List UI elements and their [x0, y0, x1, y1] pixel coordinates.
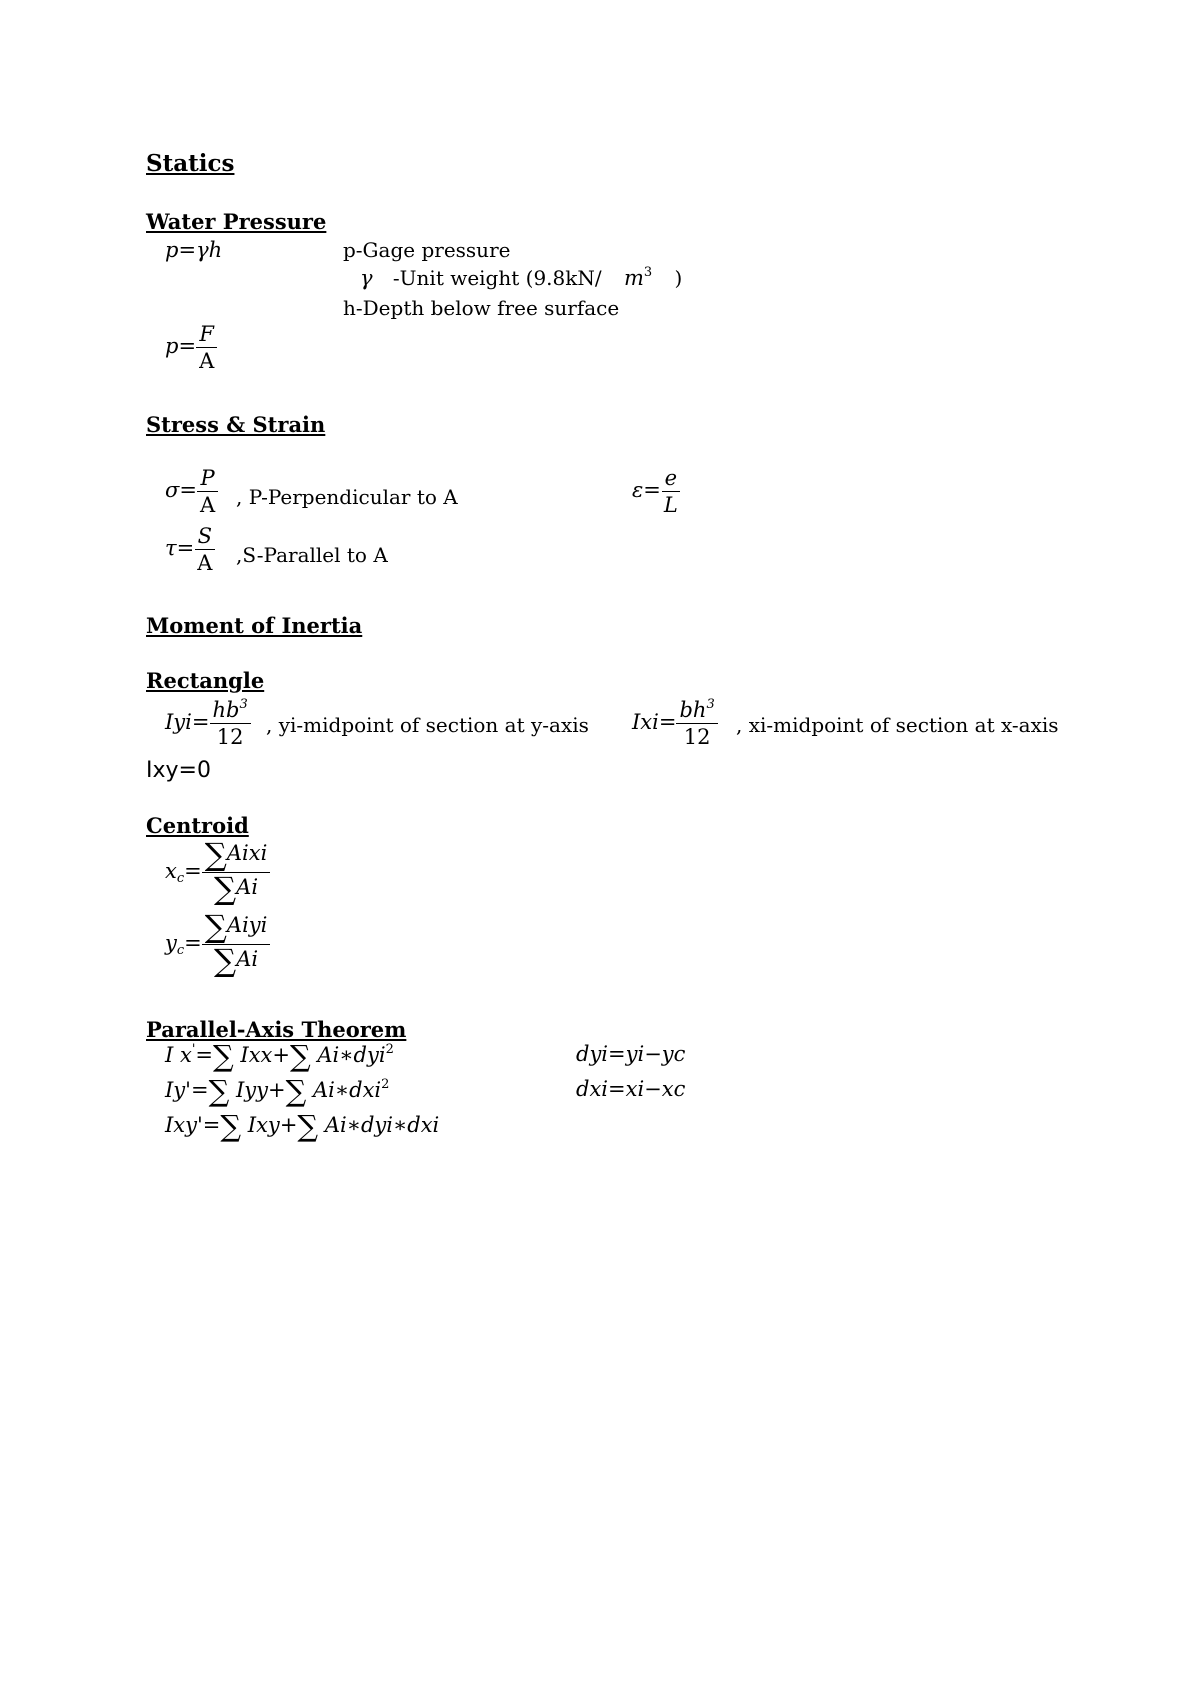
iyi-note: , yi-midpoint of section at y-axis: [266, 713, 589, 737]
moment-of-inertia-heading: Moment of Inertia: [146, 613, 363, 638]
parallel-axis-ix-formula: I x'=∑ Ixx+∑ Ai∗dyi$^2$: [165, 1039, 394, 1073]
water-pressure-heading: Water Pressure: [146, 209, 327, 234]
shear-stress-formula: τ= $\frac{S}{A}$: [165, 524, 215, 575]
water-pressure-formula: p=γh: [165, 238, 223, 262]
shear-stress-note: ,S-Parallel to A: [236, 543, 388, 567]
strain-formula: ε= $\frac{e}{L}$: [632, 466, 681, 517]
centroid-heading: Centroid: [146, 813, 249, 838]
depth-definition: h-Depth below free surface: [343, 296, 620, 320]
page-title: Statics: [146, 150, 235, 177]
unit-weight-definition: γ -Unit weight (9.8kN/ $m^3$ ): [360, 265, 683, 290]
iyi-formula: Iyi= $\frac{hb^3}{12}$: [165, 698, 251, 749]
y-centroid-formula: $y_c=$ $\frac{\text{∑Aiyi}}{\sum Ai}$: [165, 912, 270, 977]
dxi-definition: dxi=xi−xc: [576, 1077, 686, 1101]
normal-stress-note: , P-Perpendicular to A: [236, 485, 458, 509]
dyi-definition: dyi=yi−yc: [576, 1042, 686, 1066]
parallel-axis-ixy-formula: Ixy'=∑ Ixy+∑ Ai∗dyi∗dxi: [165, 1109, 440, 1143]
parallel-axis-heading: Parallel-Axis Theorem: [146, 1017, 407, 1042]
ixi-note: , xi-midpoint of section at x-axis: [736, 713, 1059, 737]
product-of-inertia-value: Ixy=0: [146, 758, 211, 783]
x-centroid-formula: $x_c=$ $\frac{\text{∑Aixi}}{\sum Ai}$: [165, 840, 270, 905]
parallel-axis-iy-formula: Iy'=∑ Iyy+∑ Ai∗dxi$^2$: [165, 1074, 390, 1108]
rectangle-heading: Rectangle: [146, 668, 265, 693]
pressure-force-area-formula: p= $\frac{F}{A}$: [165, 322, 217, 373]
stress-strain-heading: Stress & Strain: [146, 412, 326, 437]
gage-pressure-definition: p-Gage pressure: [343, 238, 511, 262]
normal-stress-formula: σ= $\frac{P}{A}$: [165, 466, 218, 517]
ixi-formula: Ixi= $\frac{bh^3}{12}$: [632, 698, 718, 749]
